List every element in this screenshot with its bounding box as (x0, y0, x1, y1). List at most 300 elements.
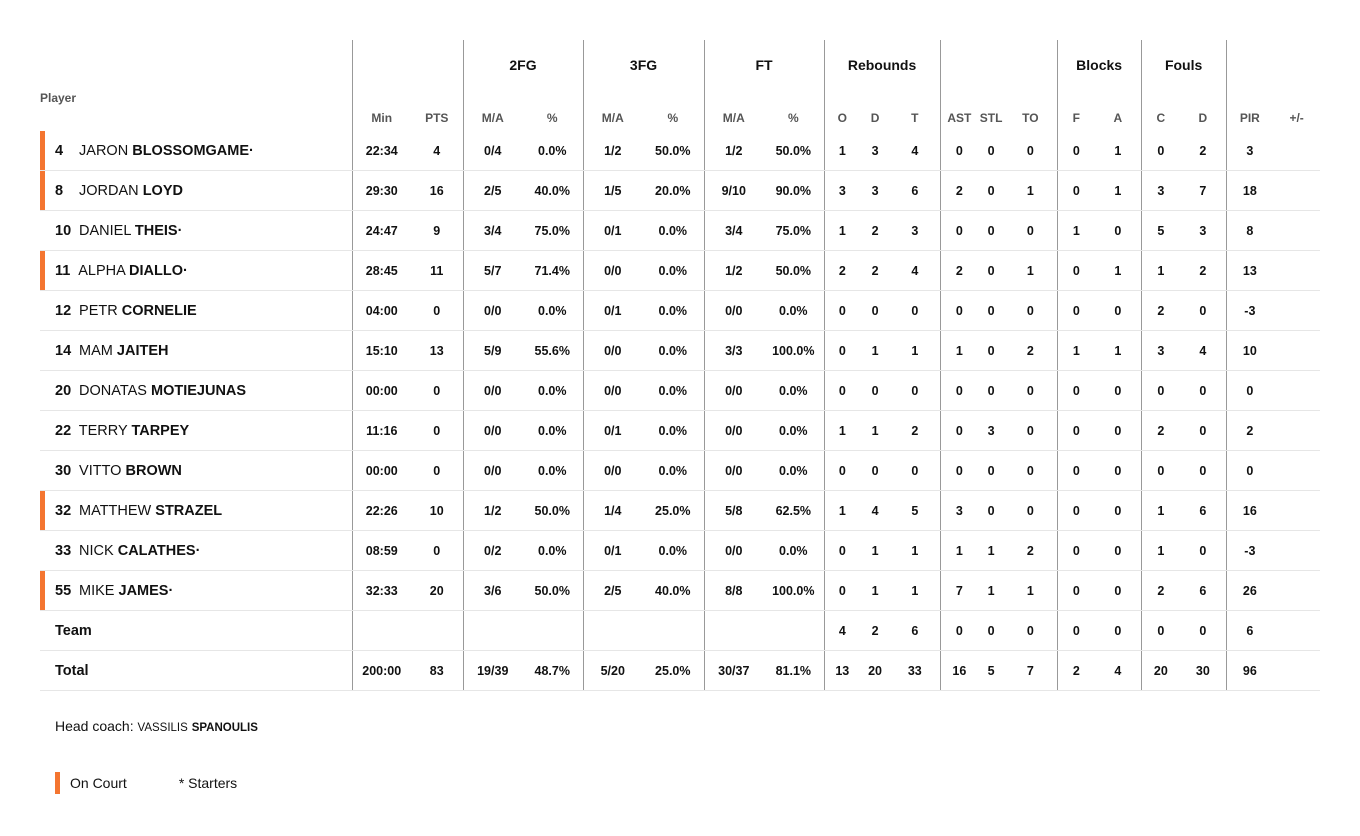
stat-reb-d: 0 (860, 291, 890, 331)
stat-stl: 0 (978, 611, 1004, 651)
stat-3fg-ma: 2/5 (583, 571, 642, 611)
stat-reb-o: 1 (824, 211, 860, 251)
stat-blk-a: 0 (1095, 211, 1141, 251)
stat-reb-d: 2 (860, 611, 890, 651)
player-number: 14 (55, 342, 72, 359)
stat-reb-d: 1 (860, 531, 890, 571)
stat-min (352, 611, 411, 651)
stat-min: 29:30 (352, 171, 411, 211)
player-first-name: MATTHEW (79, 502, 152, 519)
stat-blk-a: 1 (1095, 251, 1141, 291)
header-reb-d: D (870, 111, 880, 125)
stat-foul-d: 3 (1180, 211, 1226, 251)
player-name-cell[interactable] (40, 371, 352, 411)
stat-2fg-pct: 0.0% (522, 411, 583, 451)
stat-blk-f: 1 (1057, 331, 1095, 371)
player-row (40, 571, 1320, 611)
stat-ast: 0 (940, 291, 978, 331)
stat-reb-t: 4 (890, 251, 940, 291)
stat-plus-minus (1273, 211, 1320, 251)
stat-reb-d: 2 (860, 211, 890, 251)
head-coach (55, 718, 258, 734)
stat-2fg-ma: 0/0 (463, 291, 522, 331)
stat-blk-a: 0 (1095, 291, 1141, 331)
stat-reb-t: 2 (890, 411, 940, 451)
stat-stl: 0 (978, 131, 1004, 171)
stat-foul-d: 7 (1180, 171, 1226, 211)
stat-blk-a: 0 (1095, 531, 1141, 571)
stat-reb-t: 1 (890, 331, 940, 371)
stat-pts: 20 (411, 571, 463, 611)
boxscore-body (40, 131, 1320, 691)
stat-3fg-ma: 1/4 (583, 491, 642, 531)
stat-ast: 0 (940, 371, 978, 411)
player-first-name: MIKE (79, 582, 115, 599)
stat-blk-f: 0 (1057, 611, 1095, 651)
stat-to: 0 (1004, 411, 1057, 451)
stat-3fg-ma (583, 611, 642, 651)
group-fouls: Fouls (1141, 40, 1226, 78)
stat-ft-pct: 62.5% (763, 491, 824, 531)
stat-blk-a: 0 (1095, 611, 1141, 651)
stat-pts: 9 (411, 211, 463, 251)
stat-pts: 4 (411, 131, 463, 171)
stat-to: 7 (1004, 651, 1057, 691)
player-last-name: DIALLO· (129, 262, 188, 279)
stat-to: 1 (1004, 571, 1057, 611)
stat-reb-t: 6 (890, 171, 940, 211)
stat-pts: 16 (411, 171, 463, 211)
stat-plus-minus (1273, 651, 1320, 691)
player-number: 8 (55, 182, 64, 199)
stat-foul-d: 0 (1180, 371, 1226, 411)
player-name-cell[interactable] (40, 411, 352, 451)
stat-ft-ma: 30/37 (704, 651, 763, 691)
stat-reb-t: 0 (890, 371, 940, 411)
on-court-indicator (40, 171, 45, 210)
player-row (40, 491, 1320, 531)
player-name-cell[interactable] (40, 171, 352, 211)
stat-stl: 3 (978, 411, 1004, 451)
stat-to: 2 (1004, 531, 1057, 571)
stat-foul-d: 0 (1180, 531, 1226, 571)
stat-foul-c: 1 (1141, 251, 1180, 291)
stat-min: 00:00 (352, 371, 411, 411)
stat-2fg-pct: 0.0% (522, 451, 583, 491)
player-name-cell[interactable] (40, 531, 352, 571)
stat-3fg-pct: 0.0% (642, 451, 704, 491)
stat-reb-t: 0 (890, 451, 940, 491)
stat-foul-c: 3 (1141, 171, 1180, 211)
header-foul-d: D (1198, 111, 1208, 125)
player-last-name: MOTIEJUNAS (151, 382, 247, 399)
player-name-cell[interactable] (40, 251, 352, 291)
stat-ft-ma: 0/0 (704, 411, 763, 451)
stat-2fg-pct: 50.0% (522, 571, 583, 611)
stat-plus-minus (1273, 611, 1320, 651)
stat-3fg-ma: 0/0 (583, 371, 642, 411)
stat-pir: 2 (1226, 411, 1273, 451)
stat-3fg-pct: 20.0% (642, 171, 704, 211)
player-last-name: TARPEY (131, 422, 190, 439)
stat-ft-pct: 50.0% (763, 251, 824, 291)
player-number: 22 (55, 422, 72, 439)
total-row (40, 651, 1320, 691)
stat-stl: 0 (978, 331, 1004, 371)
header-3fg-ma: M/A (583, 78, 642, 131)
stat-reb-o: 1 (824, 491, 860, 531)
stat-3fg-pct: 50.0% (642, 131, 704, 171)
stat-reb-t: 3 (890, 211, 940, 251)
stat-blk-f: 0 (1057, 451, 1095, 491)
player-first-name: JORDAN (79, 182, 139, 199)
stat-pts: 11 (411, 251, 463, 291)
stat-reb-d: 0 (860, 371, 890, 411)
stat-pir: 13 (1226, 251, 1273, 291)
stat-foul-c: 0 (1141, 611, 1180, 651)
player-first-name: JARON (79, 142, 129, 159)
stat-blk-a: 0 (1095, 491, 1141, 531)
stat-plus-minus (1273, 571, 1320, 611)
player-number: 30 (55, 462, 72, 479)
player-first-name: NICK (79, 542, 114, 559)
stat-reb-d: 1 (860, 411, 890, 451)
header-pts: PTS (425, 111, 449, 125)
stat-stl: 0 (978, 211, 1004, 251)
stat-reb-o: 4 (824, 611, 860, 651)
stat-foul-d: 30 (1180, 651, 1226, 691)
header-reb-t: T (911, 111, 919, 125)
stat-3fg-pct: 25.0% (642, 651, 704, 691)
stat-foul-c: 5 (1141, 211, 1180, 251)
stat-ft-ma: 0/0 (704, 371, 763, 411)
stat-pts: 0 (411, 291, 463, 331)
header-player: Player (40, 91, 77, 105)
stat-pir: 0 (1226, 371, 1273, 411)
stat-ast: 0 (940, 611, 978, 651)
player-name-cell[interactable] (40, 571, 352, 611)
stat-pir: 26 (1226, 571, 1273, 611)
header-ft-pct: % (787, 111, 799, 125)
stat-reb-o: 0 (824, 331, 860, 371)
stat-pir: 8 (1226, 211, 1273, 251)
stat-2fg-pct: 0.0% (522, 371, 583, 411)
player-last-name: BROWN (125, 462, 182, 479)
stat-blk-f: 0 (1057, 571, 1095, 611)
header-min: Min (352, 78, 411, 131)
stat-stl: 1 (978, 531, 1004, 571)
stat-blk-f: 0 (1057, 251, 1095, 291)
stat-reb-o: 1 (824, 411, 860, 451)
stat-reb-t: 1 (890, 571, 940, 611)
stat-3fg-pct: 0.0% (642, 251, 704, 291)
stat-reb-d: 20 (860, 651, 890, 691)
player-name-cell[interactable] (40, 291, 352, 331)
stat-3fg-pct (642, 611, 704, 651)
stat-pir: -3 (1226, 531, 1273, 571)
player-row (40, 131, 1320, 171)
stat-ft-ma: 8/8 (704, 571, 763, 611)
player-last-name: LOYD (142, 182, 183, 199)
player-name-cell[interactable] (40, 131, 352, 171)
player-last-name: JAMES· (118, 582, 174, 599)
group-rebounds: Rebounds (824, 40, 940, 78)
stat-foul-d: 6 (1180, 571, 1226, 611)
on-court-indicator (40, 251, 45, 290)
stat-blk-f: 0 (1057, 491, 1095, 531)
stat-plus-minus (1273, 371, 1320, 411)
group-blocks: Blocks (1057, 40, 1141, 78)
stat-foul-d: 2 (1180, 251, 1226, 291)
stat-ast: 2 (940, 251, 978, 291)
stat-stl: 0 (978, 371, 1004, 411)
stat-plus-minus (1273, 491, 1320, 531)
stat-reb-d: 3 (860, 131, 890, 171)
stat-2fg-pct: 40.0% (522, 171, 583, 211)
stat-pts: 83 (411, 651, 463, 691)
stat-pir: 0 (1226, 451, 1273, 491)
stat-3fg-ma: 0/1 (583, 531, 642, 571)
stat-ft-ma (704, 611, 763, 651)
stat-2fg-ma: 1/2 (463, 491, 522, 531)
stat-3fg-ma: 1/2 (583, 131, 642, 171)
player-number: 4 (55, 142, 64, 159)
header-pir: PIR (1226, 78, 1273, 131)
stat-reb-d: 4 (860, 491, 890, 531)
stat-foul-d: 0 (1180, 451, 1226, 491)
stat-to: 2 (1004, 331, 1057, 371)
stat-blk-a: 0 (1095, 451, 1141, 491)
stat-3fg-ma: 0/0 (583, 331, 642, 371)
header-foul-c: C (1141, 78, 1180, 131)
stat-min: 32:33 (352, 571, 411, 611)
stat-reb-o: 0 (824, 571, 860, 611)
stat-stl: 0 (978, 491, 1004, 531)
player-name-cell[interactable] (40, 451, 352, 491)
stat-2fg-pct: 48.7% (522, 651, 583, 691)
stat-ast: 0 (940, 131, 978, 171)
stat-pir: 3 (1226, 131, 1273, 171)
player-last-name: CALATHES· (117, 542, 201, 559)
column-header-row (40, 78, 1320, 131)
stat-reb-o: 3 (824, 171, 860, 211)
header-2fg-ma: M/A (463, 78, 522, 131)
stat-min: 22:26 (352, 491, 411, 531)
stat-ft-ma: 0/0 (704, 531, 763, 571)
player-number: 10 (55, 222, 72, 239)
stat-ast: 16 (940, 651, 978, 691)
stat-to: 0 (1004, 211, 1057, 251)
stat-min: 24:47 (352, 211, 411, 251)
stat-to: 1 (1004, 171, 1057, 211)
stat-stl: 0 (978, 451, 1004, 491)
stat-pts: 0 (411, 411, 463, 451)
stat-3fg-pct: 40.0% (642, 571, 704, 611)
stat-2fg-ma (463, 611, 522, 651)
header-ast: AST (940, 78, 978, 131)
stat-ft-pct: 100.0% (763, 571, 824, 611)
team-label-text: Team (55, 622, 92, 639)
stat-pts: 0 (411, 371, 463, 411)
header-plus-minus: +/- (1289, 111, 1304, 125)
stat-ast: 3 (940, 491, 978, 531)
header-blk-f: F (1057, 78, 1095, 131)
stat-3fg-ma: 0/0 (583, 451, 642, 491)
stat-reb-o: 0 (824, 371, 860, 411)
player-number: 32 (55, 502, 72, 519)
total-label (40, 651, 352, 691)
player-first-name: DONATAS (79, 382, 147, 399)
header-reb-o: O (824, 78, 860, 131)
stat-reb-t: 0 (890, 291, 940, 331)
legend (55, 772, 237, 794)
stat-ft-ma: 5/8 (704, 491, 763, 531)
stat-2fg-ma: 2/5 (463, 171, 522, 211)
player-row (40, 171, 1320, 211)
stat-pir: 16 (1226, 491, 1273, 531)
stat-2fg-ma: 0/0 (463, 411, 522, 451)
stat-pts: 0 (411, 531, 463, 571)
stat-plus-minus (1273, 331, 1320, 371)
stat-blk-a: 0 (1095, 571, 1141, 611)
stat-reb-d: 1 (860, 331, 890, 371)
player-name-cell[interactable] (40, 211, 352, 251)
player-first-name: DANIEL (79, 222, 131, 239)
stat-ft-pct (763, 611, 824, 651)
stat-blk-f: 0 (1057, 411, 1095, 451)
stat-3fg-pct: 0.0% (642, 291, 704, 331)
stat-reb-t: 5 (890, 491, 940, 531)
stat-ast: 2 (940, 171, 978, 211)
stat-3fg-ma: 0/1 (583, 211, 642, 251)
stat-to: 0 (1004, 291, 1057, 331)
stat-pir: 96 (1226, 651, 1273, 691)
stat-blk-f: 0 (1057, 291, 1095, 331)
stat-min: 08:59 (352, 531, 411, 571)
stat-foul-c: 2 (1141, 291, 1180, 331)
stat-plus-minus (1273, 251, 1320, 291)
stat-foul-d: 0 (1180, 611, 1226, 651)
player-last-name: BLOSSOMGAME· (132, 142, 254, 159)
stat-ast: 1 (940, 331, 978, 371)
stat-plus-minus (1273, 291, 1320, 331)
stat-foul-d: 0 (1180, 291, 1226, 331)
player-number: 20 (55, 382, 72, 399)
stat-min: 15:10 (352, 331, 411, 371)
stat-foul-c: 1 (1141, 491, 1180, 531)
stat-foul-c: 20 (1141, 651, 1180, 691)
stat-ft-ma: 0/0 (704, 291, 763, 331)
stat-to: 0 (1004, 451, 1057, 491)
player-name-cell[interactable] (40, 331, 352, 371)
stat-3fg-ma: 1/5 (583, 171, 642, 211)
stat-ft-pct: 0.0% (763, 531, 824, 571)
stat-reb-o: 2 (824, 251, 860, 291)
stat-3fg-ma: 0/1 (583, 411, 642, 451)
stat-blk-f: 0 (1057, 531, 1095, 571)
player-name-cell[interactable] (40, 491, 352, 531)
stat-pts (411, 611, 463, 651)
stat-ast: 0 (940, 211, 978, 251)
stat-ft-ma: 1/2 (704, 251, 763, 291)
stat-pir: 10 (1226, 331, 1273, 371)
stat-2fg-pct: 0.0% (522, 131, 583, 171)
stat-3fg-ma: 5/20 (583, 651, 642, 691)
stat-stl: 1 (978, 571, 1004, 611)
stat-foul-c: 3 (1141, 331, 1180, 371)
legend-starters: * Starters (178, 775, 238, 791)
player-first-name: ALPHA (78, 262, 125, 279)
stat-ft-pct: 75.0% (763, 211, 824, 251)
stat-plus-minus (1273, 171, 1320, 211)
stat-reb-o: 1 (824, 131, 860, 171)
stat-blk-f: 2 (1057, 651, 1095, 691)
player-last-name: STRAZEL (155, 502, 223, 519)
stat-ft-pct: 81.1% (763, 651, 824, 691)
stat-2fg-pct: 75.0% (522, 211, 583, 251)
player-row (40, 451, 1320, 491)
stat-min: 28:45 (352, 251, 411, 291)
player-row (40, 291, 1320, 331)
stat-2fg-pct: 0.0% (522, 291, 583, 331)
stat-3fg-pct: 25.0% (642, 491, 704, 531)
stat-foul-c: 0 (1141, 371, 1180, 411)
header-ft-ma: M/A (704, 78, 763, 131)
boxscore-table (40, 40, 1320, 691)
stat-foul-c: 0 (1141, 131, 1180, 171)
stat-ft-pct: 50.0% (763, 131, 824, 171)
stat-reb-o: 0 (824, 291, 860, 331)
stat-ft-pct: 0.0% (763, 371, 824, 411)
stat-foul-d: 6 (1180, 491, 1226, 531)
stat-stl: 0 (978, 251, 1004, 291)
stat-plus-minus (1273, 411, 1320, 451)
player-last-name: THEIS· (134, 222, 183, 239)
legend-on-court: On Court (70, 775, 127, 791)
header-to: TO (1022, 111, 1039, 125)
stat-min: 04:00 (352, 291, 411, 331)
stat-ast: 1 (940, 531, 978, 571)
group-header-row (40, 40, 1320, 78)
stat-to: 0 (1004, 491, 1057, 531)
stat-2fg-ma: 3/6 (463, 571, 522, 611)
stat-stl: 5 (978, 651, 1004, 691)
stat-reb-d: 2 (860, 251, 890, 291)
stat-3fg-pct: 0.0% (642, 371, 704, 411)
stat-blk-a: 1 (1095, 131, 1141, 171)
stat-plus-minus (1273, 131, 1320, 171)
head-coach-first-name: VASSILIS (137, 722, 188, 734)
stat-blk-a: 0 (1095, 371, 1141, 411)
stat-ast: 0 (940, 411, 978, 451)
stat-plus-minus (1273, 451, 1320, 491)
stat-reb-t: 33 (890, 651, 940, 691)
stat-2fg-ma: 0/0 (463, 451, 522, 491)
player-row (40, 211, 1320, 251)
stat-blk-a: 0 (1095, 411, 1141, 451)
stat-reb-o: 0 (824, 531, 860, 571)
stat-foul-c: 0 (1141, 451, 1180, 491)
stat-blk-f: 0 (1057, 371, 1095, 411)
header-stl: STL (979, 111, 1003, 125)
on-court-indicator (40, 491, 45, 530)
stat-blk-a: 1 (1095, 331, 1141, 371)
total-label-text: Total (55, 662, 89, 679)
stat-pir: 18 (1226, 171, 1273, 211)
stat-blk-a: 4 (1095, 651, 1141, 691)
stat-stl: 0 (978, 291, 1004, 331)
stat-3fg-pct: 0.0% (642, 211, 704, 251)
